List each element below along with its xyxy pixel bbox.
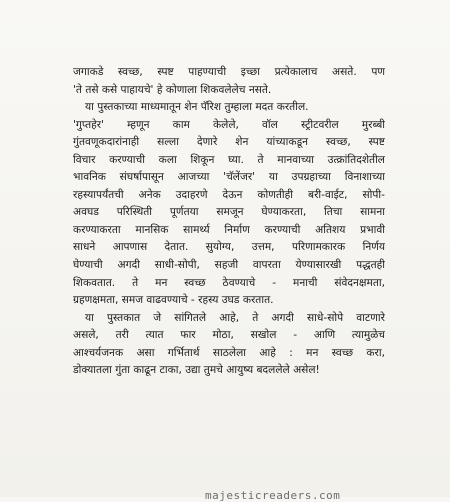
blurb-line: डोक्यातला गुंता काढून टाका, उद्या तुमचे आयुष्य बदललेले असेल! — [73, 364, 320, 377]
watermark-url: majesticreaders.com — [205, 489, 341, 502]
blurb-line: करण्याकरता मानसिक सामर्थ्य निर्माण करण्याची अतिशय प्रभावी — [73, 223, 385, 236]
blurb-line: साधने आपणास देतात. सुयोग्य, उत्तम, परिणामकारक निर्णय — [73, 241, 385, 254]
blurb-text — [73, 64, 385, 380]
blurb-line: जगाकडे स्वच्छ, स्पष्ट पाहण्याची इच्छा प्रत्येकालाच असते. पण — [73, 66, 385, 78]
blurb-line: या पुस्तकाच्या माध्यमातून शेन पॅरिश तुम्हाला मदत करतील. — [85, 101, 309, 114]
blurb-line: शिकवतात. ते मन स्वच्छ ठेवण्याचे - मनाची संवेदनक्षमता, — [73, 276, 385, 289]
blurb-line: भावनिक संघर्षापासून आजच्या 'चॅलेंजर' या उपग्रहाच्या विनाशाच्या — [73, 171, 385, 184]
blurb-line: 'ते तसे कसे पाहायचे' हे कोणाला शिकवलेलेच नसते. — [73, 83, 272, 96]
blurb-line: 'गुप्तहेर' म्हणून काम केलेले, वॉल स्ट्रीटवरील मुरब्बी — [73, 118, 385, 131]
blurb-line: घेण्याची अगदी साधी-सोपी, सहजी वापरता येण्यासारखी पद्धतही — [73, 259, 385, 272]
blurb-line: असले, तरी त्यात फार मोठा, सखोल - आणि त्यामुळेच — [73, 329, 385, 342]
blurb-line: रहस्यापर्यंतची अनेक उदाहरणे देऊन कोणतीही बरी-वाईट, सोपी- — [73, 188, 385, 201]
blurb-line: गुंतवणूकदारांनाही सल्ला देणारे शेन यांच्याकडून स्वच्छ, स्पष्ट — [73, 136, 385, 149]
blurb-line: अवघड परिस्थिती पूर्णतया समजून घेण्याकरता, तिचा सामना — [73, 206, 385, 219]
blurb-line: विचार करण्याची कला शिकून घ्या. ते मानवाच्या उत्क्रांतिदशेतील — [73, 153, 385, 166]
blurb-line: या पुस्तकात जे सांगितले आहे, ते अगदी साधे-सोपे वाटणारे — [85, 311, 385, 324]
blurb-line: ग्रहणक्षमता, समज वाढवण्याचे - रहस्य उघड करतात. — [73, 294, 274, 307]
blurb-line: आश्चर्यजनक असा गर्भितार्थ साठलेला आहे : मन स्वच्छ करा, — [73, 346, 385, 359]
